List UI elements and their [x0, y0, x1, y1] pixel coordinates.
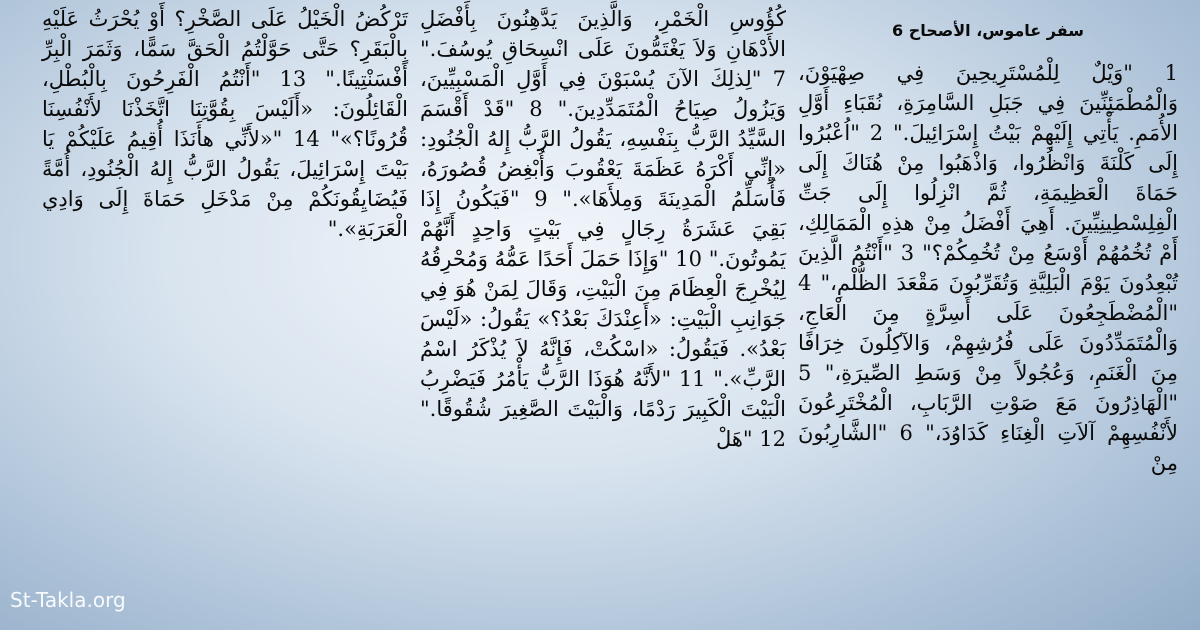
text-column-left [42, 4, 408, 244]
column-text: 1 "وَيْلٌ لِلْمُسْتَرِيحِينَ فِي صِهْيَوْنَ، وَالْمُطْمَئِنِّينَ فِي جَبَلِ السَّامِرَةِ، نُقَبَاءِ أَوَّلِ الأُمَمِ. يَأْتِي إِلَيْهِمْ بَيْتُ إِسْرَائِيلَ." 2 "اُعْبُرُوا إِلَى كَلْنَةَ وَانْظُرُوا، وَاذْهَبُوا مِنْ هُنَاكَ إِلَى حَمَاةَ الْعَظِيمَةِ، ثُمَّ انْزِلُوا إِلَى جَتِّ الْفِلِسْطِينِيِّينَ. أَهِيَ أَفْضَلُ مِنْ هذِهِ الْمَمَالِكِ، أَمْ تُخُمُهُمْ أَوْسَعُ مِنْ تُخُمِكُمْ؟" 3 "أَنْتُمُ الَّذِينَ تُبْعِدُونَ يَوْمَ الْبَلِيَّةِ وَتُقَرِّبُونَ مَقْعَدَ الظُّلْمِ،" 4 "الْمُضْطَجِعُونَ عَلَى أَسِرَّةٍ مِنَ الْعَاجِ، وَالْمُتَمَدِّدُونَ عَلَى فُرُشِهِمْ، وَالآكِلُونَ خِرَافًا مِنَ الْغَنَمِ، وَعُجُولاً مِنْ وَسَطِ الصِّيرَةِ،" 5 "الْهَاذِرُونَ مَعَ صَوْتِ الرَّبَابِ، الْمُخْتَرِعُونَ لأَنْفُسِهِمْ آلاَتِ الْغِنَاءِ كَدَاوُدَ،" 6 "الشَّارِبُونَ مِنْ [798, 61, 1179, 475]
column-text: كُؤُوسِ الْخَمْرِ، وَالَّذِينَ يَدَّهِنُونَ بِأَفْضَلِ الأَدْهَانِ وَلاَ يَغْتَمُّونَ عَلَى انْسِحَاقِ يُوسُفَ." 7 "لِذلِكَ الآنَ يُسْبَوْنَ فِي أَوَّلِ الْمَسْبِيِّينَ، وَيَزُولُ صِيَاحُ الْمُتَمَدِّدِينَ." 8 "قَدْ أَقْسَمَ السَّيِّدُ الرَّبُّ بِنَفْسِهِ، يَقُولُ الرَّبُّ إِلهُ الْجُنُودِ: «إِنِّي أَكْرَهُ عَظَمَةَ يَعْقُوبَ وَأُبْغِضُ قُصُورَهُ، فَأُسَلِّمُ الْمَدِينَةَ وَمِلأَهَا»." 9 "فَيَكُونُ إِذَا بَقِيَ عَشَرَةُ رِجَالٍ فِي بَيْتٍ وَاحِدٍ أَنَّهُمْ يَمُوتُونَ." 10 "وَإِذَا حَمَلَ أَحَدًا عَمُّهُ وَمُحْرِقُهُ لِيُخْرِجَ الْعِظَامَ مِنَ الْبَيْتِ، وَقَالَ لِمَنْ هُوَ فِي جَوَانِبِ الْبَيْتِ: «أَعِنْدَكَ بَعْدُ؟» يَقُولُ: «لَيْسَ بَعْدُ». فَيَقُولُ: «اسْكُتْ، فَإِنَّهُ لاَ يُذْكَرُ اسْمُ الرَّبِّ»." 11 "لأَنَّهُ هُوَذَا الرَّبُّ يَأْمُرُ فَيَضْرِبُ الْبَيْتَ الْكَبِيرَ رَدْمًا، وَالْبَيْتَ الصَّغِيرَ شُقُوقًا." 12 "هَلْ [420, 7, 787, 451]
chapter-title: سفر عاموس، الأصحاح 6 [891, 21, 1084, 40]
text-column-right [798, 4, 1178, 478]
text-column-middle [420, 4, 786, 454]
column-text: تَرْكُضُ الْخَيْلُ عَلَى الصَّخْرِ؟ أَوْ يُحْرَثُ عَلَيْهِ بِالْبَقَرِ؟ حَتَّى حَوَّلْتُمُ الْحَقَّ سَمًّا، وَثَمَرَ الْبِرِّ أَفْسَنْتِينًا." 13 "أَنْتُمُ الْفَرِحُونَ بِالْبُطْلِ، الْقَائِلُونَ: «أَلَيْسَ بِقُوَّتِنَا اتَّخَذْنَا لأَنْفُسِنَا قُرُونًا؟»" 14 "«لأَنِّي هأَنَذَا أُقِيمُ عَلَيْكُمْ يَا بَيْتَ إِسْرَائِيلَ، يَقُولُ الرَّبُّ إِلهُ الْجُنُودِ، أُمَّةً فَيُضَايِقُونَكُمْ مِنْ مَدْخَلِ حَمَاةَ إِلَى وَادِي الْعَرَبَةِ»." [42, 7, 408, 241]
site-watermark: St-Takla.org [10, 588, 126, 612]
